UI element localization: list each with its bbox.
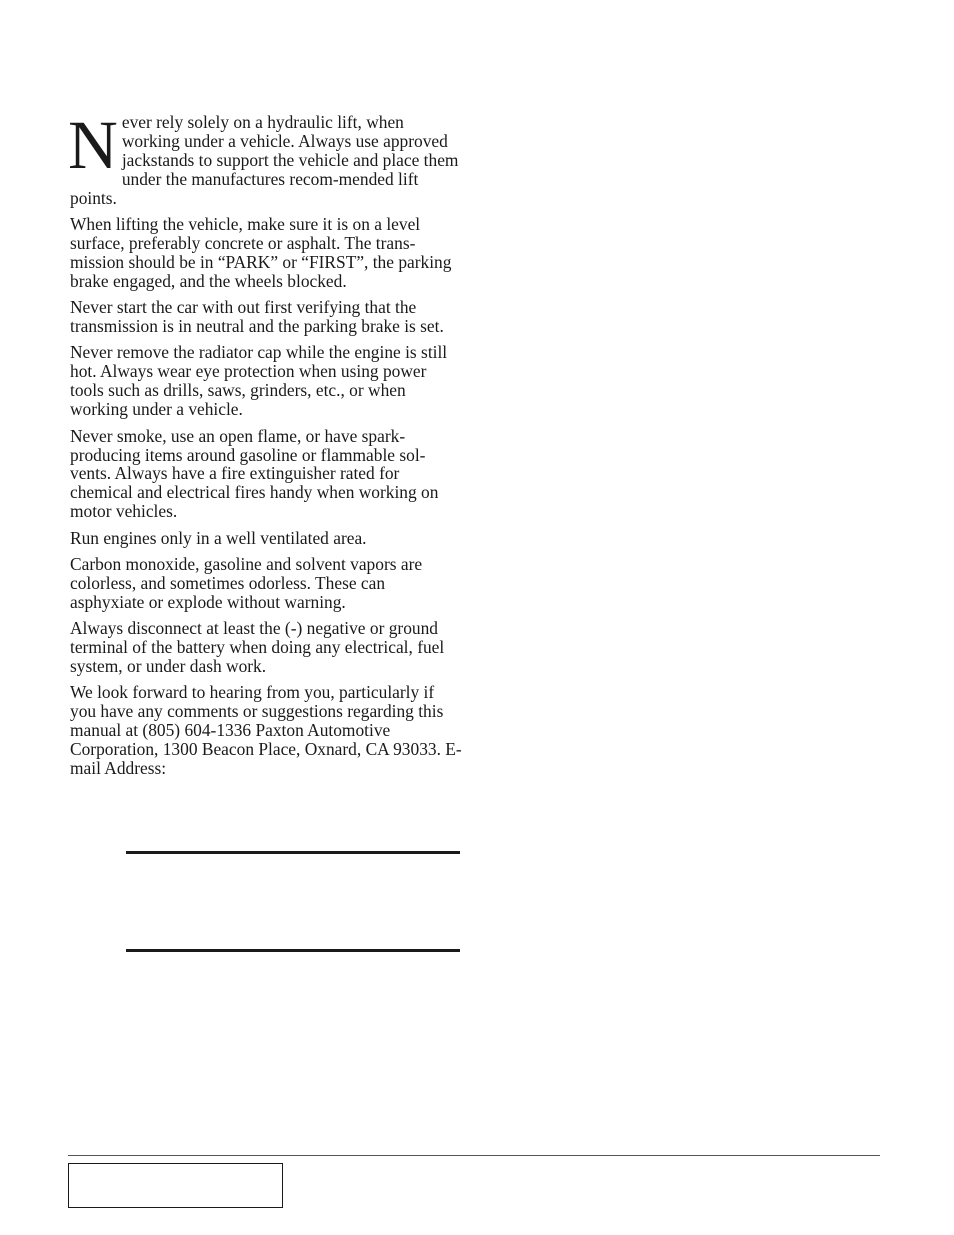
footer-rule xyxy=(68,1155,880,1156)
paragraph-contact: We look forward to hearing from you, particularly if you have any comments or suggestions regarding this manual at (805) 604-1336 Paxton Automotive Corporation, 1300 Beacon Place, Oxnard, CA 93033. E-mail Address: xyxy=(70,682,462,779)
drop-cap: N xyxy=(68,107,118,183)
paragraph-ventilation: Run engines only in a well ventilated area. xyxy=(70,527,367,548)
paragraph-start-car: Never start the car with out first verifying that the transmission is in neutral and the parking brake is set. xyxy=(70,297,444,337)
paragraph-radiator-cap: Never remove the radiator cap while the engine is still hot. Always wear eye protection when using power tools such as drills, saws, grinders, etc., or when working under a vehicle. xyxy=(70,342,448,420)
paragraph-vapors: Carbon monoxide, gasoline and solvent vapors are colorless, and sometimes odorless. These can asphyxiate or explode without warning. xyxy=(70,554,423,612)
text-column xyxy=(68,107,462,786)
paragraph-lift-safety xyxy=(68,107,462,208)
paragraph-open-flame: Never smoke, use an open flame, or have spark-producing items around gasoline or flammable sol-vents. Always have a fire extinguisher rated for chemical and electrical fires handy when working on motor vehicles. xyxy=(70,425,439,522)
divider-rule-upper xyxy=(126,851,460,854)
paragraph-lifting-vehicle: When lifting the vehicle, make sure it is on a level surface, preferably concrete or asphalt. The trans-mission should be in “PARK” or “FIRST”, the parking brake engaged, and the wheels blocked. xyxy=(70,214,452,291)
divider-rule-lower xyxy=(126,949,460,952)
footer-page-box xyxy=(68,1163,283,1208)
paragraph-battery: Always disconnect at least the (-) negative or ground terminal of the battery when doing any electrical, fuel system, or under dash work. xyxy=(70,618,445,677)
paragraph-text: ever rely solely on a hydraulic lift, when working under a vehicle. Always use approved jackstands to support the vehicle and place them under the manufactures recom-mended lift points. xyxy=(70,112,459,208)
